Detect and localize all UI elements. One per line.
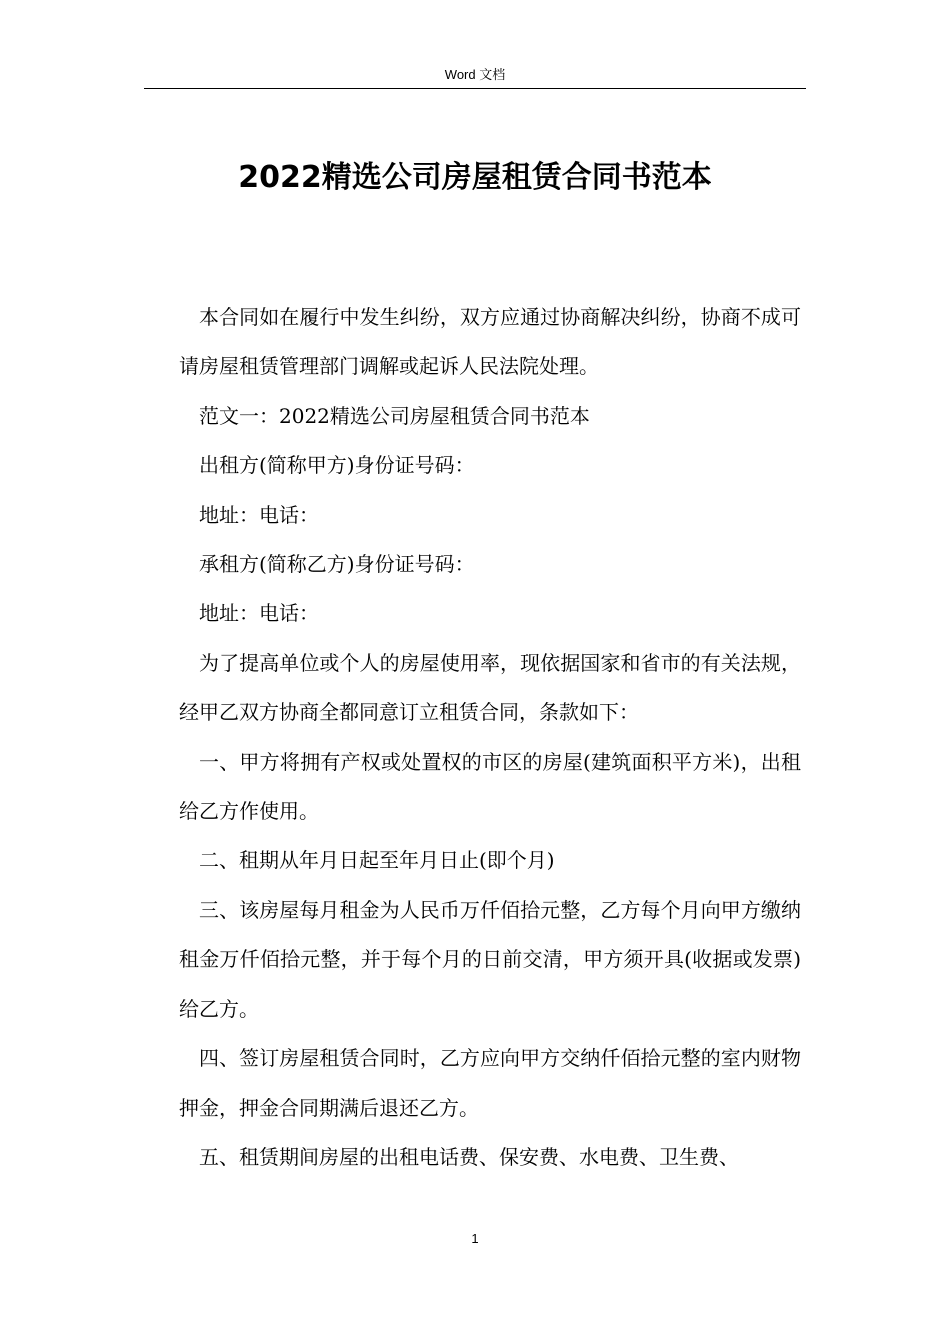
paragraph: 三、该房屋每月租金为人民币万仟佰拾元整，乙方每个月向甲方缴纳租金万仟佰拾元整，并于每个月的日前交清，甲方须开具(收据或发票)给乙方。 bbox=[179, 897, 801, 1021]
paragraph: 四、签订房屋租赁合同时，乙方应向甲方交纳仟佰拾元整的室内财物押金，押金合同期满后退还乙方。 bbox=[179, 1046, 801, 1120]
paragraph: 五、租赁期间房屋的出租电话费、保安费、水电费、卫生费、 bbox=[199, 1144, 739, 1169]
page-header: Word 文档 bbox=[444, 67, 506, 82]
page-number: 1 bbox=[471, 1231, 479, 1246]
paragraph: 二、租期从年月日起至年月日止(即个月) bbox=[199, 848, 555, 873]
paragraph: 本合同如在履行中发生纠纷，双方应通过协商解决纠纷，协商不成可请房屋租赁管理部门调解或起诉人民法院处理。 bbox=[179, 305, 801, 379]
header-divider bbox=[144, 88, 806, 89]
paragraph: 范文一：2022精选公司房屋租赁合同书范本 bbox=[199, 403, 590, 428]
paragraph: 地址：电话： bbox=[199, 502, 319, 527]
paragraph: 为了提高单位或个人的房屋使用率，现依据国家和省市的有关法规，经甲乙双方协商全都同意订立租赁合同，条款如下： bbox=[179, 650, 801, 725]
paragraph: 地址：电话： bbox=[199, 601, 319, 626]
paragraph: 承租方(简称乙方)身份证号码： bbox=[199, 552, 475, 577]
paragraph: 出租方(简称甲方)身份证号码： bbox=[199, 453, 475, 478]
document-body bbox=[179, 293, 801, 1182]
document-title: 2022精选公司房屋租赁合同书范本 bbox=[238, 160, 712, 195]
paragraph: 一、甲方将拥有产权或处置权的市区的房屋(建筑面积平方米)，出租给乙方作使用。 bbox=[179, 749, 801, 824]
